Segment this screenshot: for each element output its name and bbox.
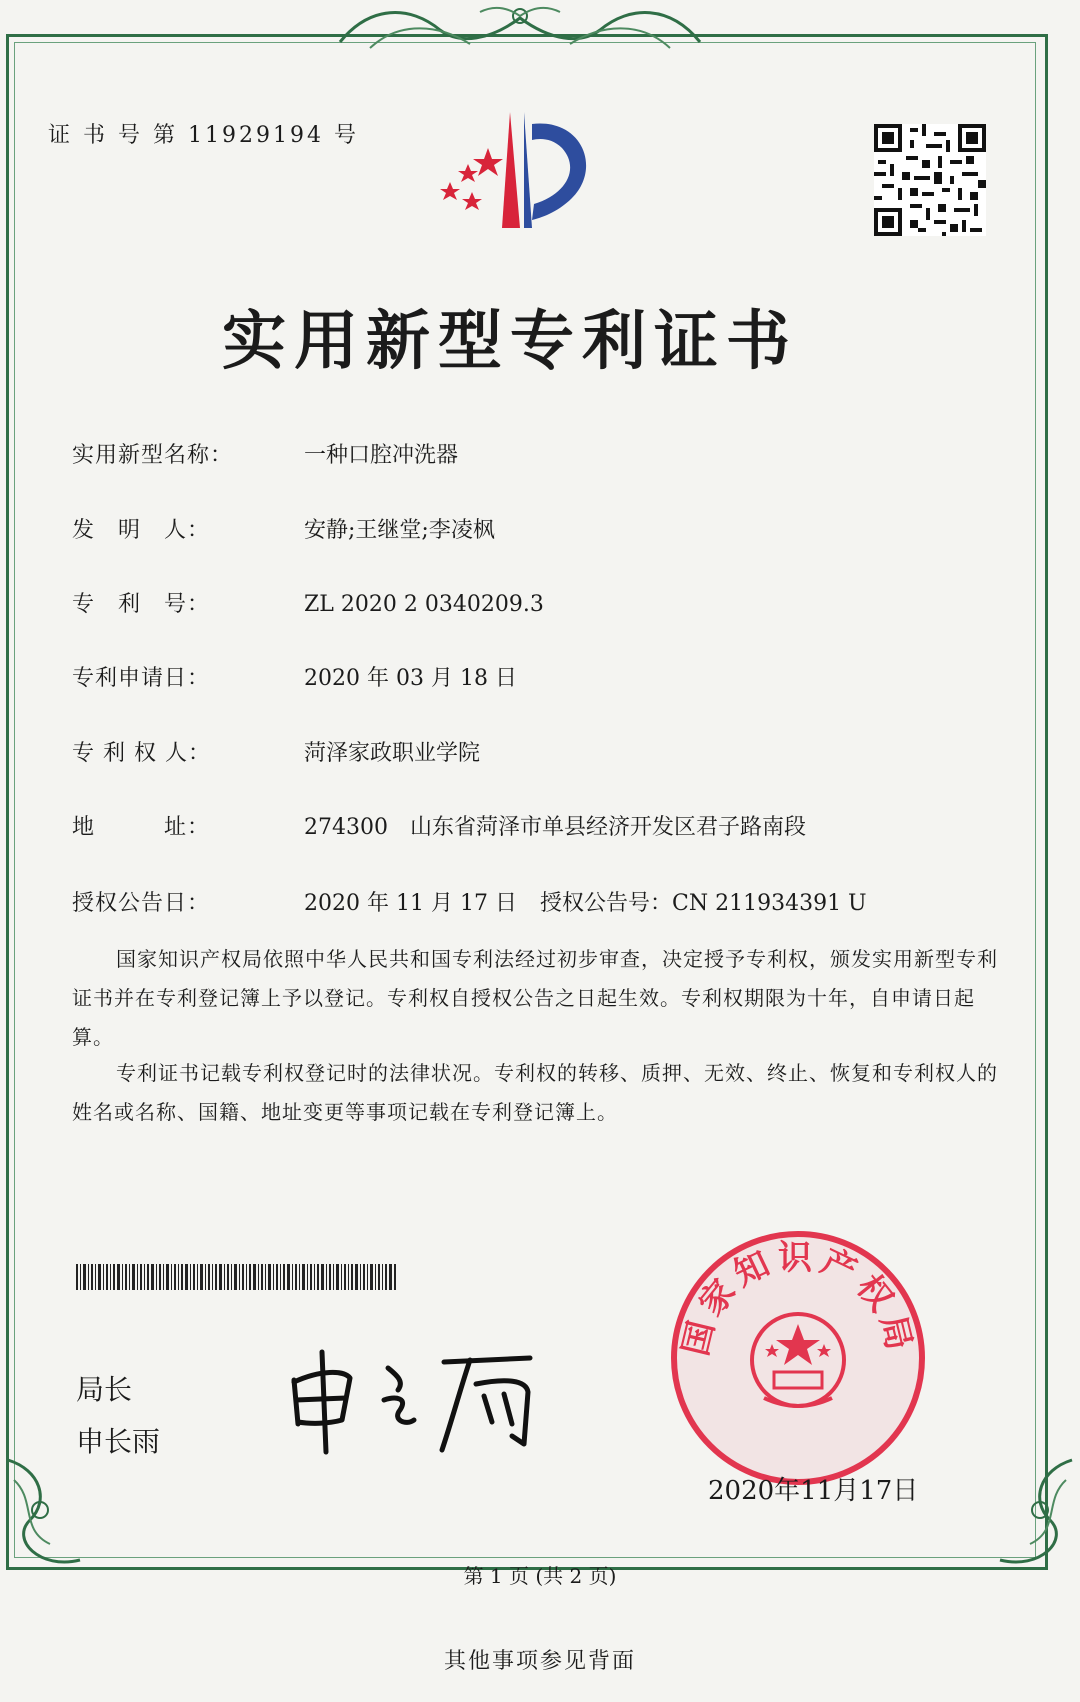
barcode-icon	[76, 1264, 396, 1290]
field-patent-number	[72, 587, 544, 618]
qr-code-icon	[874, 124, 986, 236]
director-title: 局长	[76, 1373, 133, 1406]
field-label: 专 利 权 人：	[72, 741, 211, 766]
body-paragraph-2: 专利证书记载专利权登记时的法律状况。专利权的转移、质押、无效、终止、恢复和专利权人的姓名或名称、国籍、地址变更等事项记载在专利登记簿上。	[72, 1061, 998, 1124]
field-value: 一种口腔冲洗器	[304, 443, 459, 468]
field-inventors	[72, 513, 495, 544]
field-label: 专 利 号：	[72, 592, 211, 617]
field-label: 授权公告日：	[72, 891, 211, 916]
body-paragraph-1: 国家知识产权局依照中华人民共和国专利法经过初步审查，决定授予专利权，颁发实用新型专利证书并在专利登记簿上予以登记。专利权自授权公告之日起生效。专利权期限为十年，自申请日起算。	[72, 947, 998, 1049]
cnipa-logo-icon	[432, 108, 608, 244]
seal-text: 国家知识产权局	[675, 1238, 921, 1360]
field-grant-date	[72, 886, 517, 917]
field-value: 菏泽家政职业学院	[304, 741, 481, 766]
field-label: 发 明 人：	[72, 518, 211, 543]
field-label: 授权公告号：	[540, 891, 673, 916]
field-value: CN 211934391 U	[672, 891, 867, 916]
official-seal-icon	[668, 1228, 928, 1488]
page-title: 实用新型专利证书	[222, 305, 798, 379]
field-grant-number	[540, 886, 867, 917]
field-label: 专利申请日：	[72, 666, 211, 691]
footer-note: 其他事项参见背面	[443, 1649, 636, 1674]
field-patentee	[72, 736, 480, 767]
field-value: 安静;王继堂;李凌枫	[304, 518, 495, 543]
field-value: 274300 山东省菏泽市单县经济开发区君子路南段	[304, 815, 806, 840]
field-label: 地 址：	[72, 815, 211, 840]
field-value: ZL 2020 2 0340209.3	[304, 592, 544, 617]
field-label: 实用新型名称：	[72, 443, 234, 468]
director-signature	[280, 1340, 560, 1460]
field-name	[72, 438, 458, 469]
field-value: 2020 年 03 月 18 日	[304, 666, 517, 691]
field-address	[72, 810, 806, 841]
issue-date: 2020年11月17日	[708, 1476, 919, 1506]
top-ornament	[330, 0, 710, 60]
page-number: 第 1 页 (共 2 页)	[463, 1564, 617, 1588]
field-application-date	[72, 661, 517, 692]
certificate-number: 证 书 号 第 11929194 号	[48, 123, 359, 148]
director-name: 申长雨	[76, 1425, 161, 1458]
field-value: 2020 年 11 月 17 日	[304, 891, 517, 916]
